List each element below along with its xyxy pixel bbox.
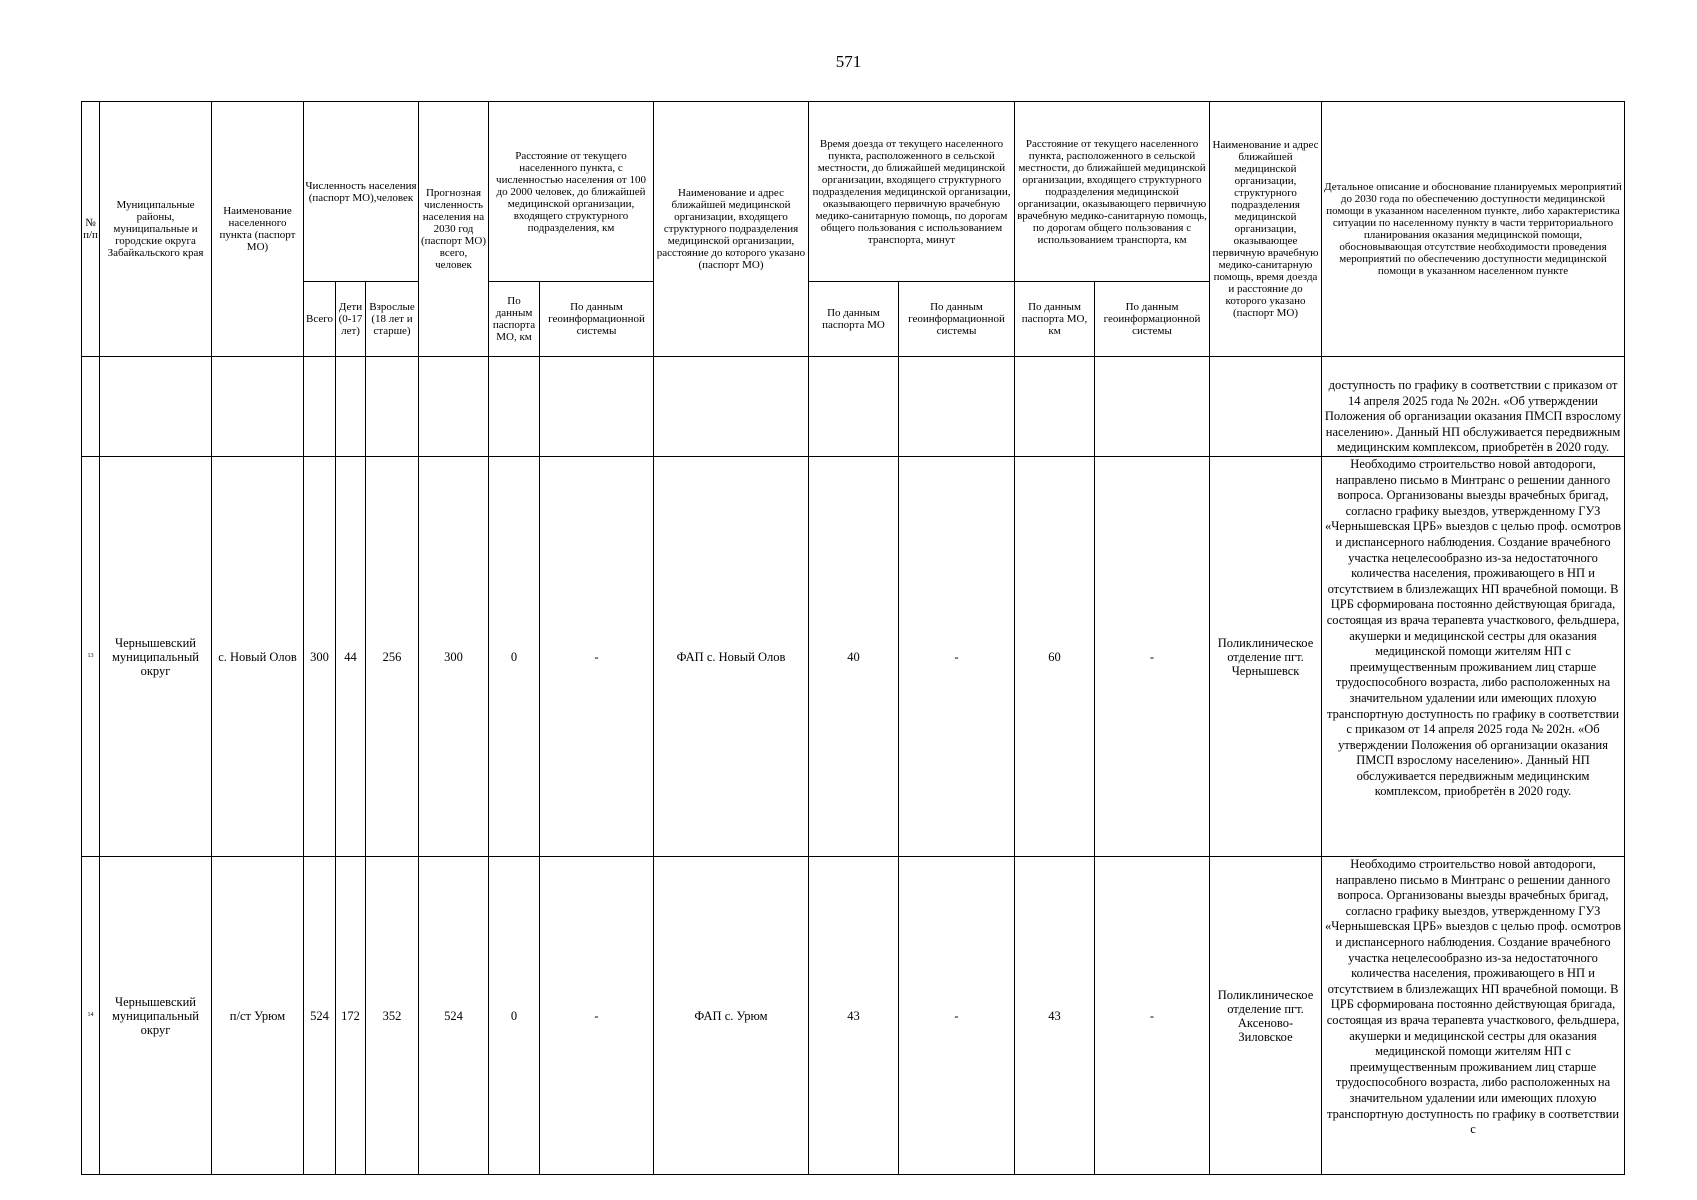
row-time-passport: 40: [809, 457, 899, 857]
row-settlement: с. Новый Олов: [212, 457, 304, 857]
header-pop-total: Всего: [304, 282, 336, 357]
row-total: 524: [304, 857, 336, 1175]
row-primary-org: Поликлиническое отделение пгт. Аксеново-Зиловское: [1210, 857, 1322, 1175]
header-rural-distance-passport: По данным паспорта МО, км: [1015, 282, 1095, 357]
row-time-geo: -: [899, 457, 1015, 857]
header-num: № п/п: [82, 102, 100, 357]
row-dist-passport: 0: [489, 457, 540, 857]
row-adults: 256: [366, 457, 419, 857]
row-description: Необходимо строительство новой автодороги, направлено письмо в Минтранс о решении данного вопроса. Организованы выезды врачебных бригад, согласно графику выездов, утвержденному ГУЗ «Чернышевская ЦРБ» выездов с целью проф. осмотров и диспансерного наблюдения. Создание врачебного участка нецелесообразно из-за недостаточного количества населения, проживающего в НП и отсутствием в близлежащих НП врачебной помощи. В ЦРБ сформирована постоянно действующая бригада, состоящая из врача терапевта участкового, фельдшера, акушерки и медицинской сестры для оказания медицинской помощи жителям НП с преимущественным проживанием лиц старше трудоспособного возраста, либо расположенных на значительном удалении или имеющих плохую транспортную доступность по графику в соответствии с: [1322, 857, 1625, 1175]
header-time-passport: По данным паспорта МО: [809, 282, 899, 357]
row-rural-dist-geo: -: [1095, 857, 1210, 1175]
header-time-geo: По данным геоинформационной системы: [899, 282, 1015, 357]
header-settlement: Наименование населенного пункта (паспорт МО): [212, 102, 304, 357]
continuation-description: доступность по графику в соответствии с приказом от 14 апреля 2025 года № 202н. «Об утверждении Положения об организации оказания ПМСП взрослому населению». Данный НП обслуживается передвижным медицинским комплексом, приобретён в 2020 году.: [1322, 357, 1625, 457]
header-description: Детальное описание и обоснование планируемых мероприятий до 2030 года по обеспечению доступности медицинской помощи в указанном населенном пункте, либо характеристика ситуации по населенному пункту в части территориального планирования оказания медицинской помощи, обосновывающая отсутствие необходимости проведения мероприятий по обеспечению доступности медицинской помощи в указанном населенном пункте: [1322, 102, 1625, 357]
row-children: 44: [336, 457, 366, 857]
row-description: Необходимо строительство новой автодороги, направлено письмо в Минтранс о решении данного вопроса. Организованы выезды врачебных бригад, согласно графику выездов, утвержденному ГУЗ «Чернышевская ЦРБ» выездов с целью проф. осмотров и диспансерного наблюдения. Создание врачебного участка нецелесообразно из-за недостаточного количества населения, проживающего в НП и отсутствием в близлежащих НП врачебной помощи. В ЦРБ сформирована постоянно действующая бригада, состоящая из врача терапевта участкового, фельдшера, акушерки и медицинской сестры для оказания медицинской помощи жителям НП с преимущественным проживанием лиц старше трудоспособного возраста, либо расположенных на значительном удалении или имеющих плохую транспортную доступность по графику в соответствии с приказом от 14 апреля 2025 года № 202н. «Об утверждении Положения об организации оказания ПМСП взрослому населению». Данный НП обслуживается передвижным медицинским комплексом, приобретён в 2020 году.: [1322, 457, 1625, 857]
header-distance-geo: По данным геоинформационной системы: [540, 282, 654, 357]
row-forecast: 300: [419, 457, 489, 857]
header-population: Численность населения (паспорт МО),человек: [304, 102, 419, 282]
row-adults: 352: [366, 857, 419, 1175]
row-num: 13: [82, 457, 100, 857]
row-rural-dist-passport: 60: [1015, 457, 1095, 857]
header-forecast: Прогнозная численность населения на 2030 год (паспорт МО) всего, человек: [419, 102, 489, 357]
header-rural-distance-group: Расстояние от текущего населенного пункта, расположенного в сельской местности, до ближайшей медицинской организации, входящего структурного подразделения медицинской организации, оказывающего первичную врачебную медико-санитарную помощь, по дорогам общего пользования с использованием транспорта, км: [1015, 102, 1210, 282]
row-rural-dist-geo: -: [1095, 457, 1210, 857]
row-dist-geo: -: [540, 457, 654, 857]
row-children: 172: [336, 857, 366, 1175]
header-nearest-org: Наименование и адрес ближайшей медицинской организации, входящего структурного подразделения медицинской организации, расстояние до которого указано (паспорт МО): [654, 102, 809, 357]
header-district: Муниципальные районы, муниципальные и городские округа Забайкальского края: [100, 102, 212, 357]
table-row: [82, 857, 1625, 1175]
header-primary-org: Наименование и адрес ближайшей медицинской организации, структурного подразделения медицинской организации, оказывающее первичную врачебную медико-санитарную помощь, время доезда и расстояние до которого указано (паспорт МО): [1210, 102, 1322, 357]
table-row: [82, 457, 1625, 857]
row-dist-geo: -: [540, 857, 654, 1175]
header-distance-group: Расстояние от текущего населенного пункта, с численностью населения от 100 до 2000 человек, до ближайшей медицинской организации, входящего структурного подразделения, км: [489, 102, 654, 282]
row-time-passport: 43: [809, 857, 899, 1175]
header-distance-passport: По данным паспорта МО, км: [489, 282, 540, 357]
row-district: Чернышевский муниципальный округ: [100, 857, 212, 1175]
table-header: [82, 102, 1625, 357]
row-time-geo: -: [899, 857, 1015, 1175]
row-rural-dist-passport: 43: [1015, 857, 1095, 1175]
row-district: Чернышевский муниципальный округ: [100, 457, 212, 857]
header-pop-children: Дети (0-17 лет): [336, 282, 366, 357]
header-time-group: Время доезда от текущего населенного пункта, расположенного в сельской местности, до ближайшей медицинской организации, входящего структурного подразделения медицинской организации, оказывающего первичную врачебную медико-санитарную помощь, по дорогам общего пользования с использованием транспорта, минут: [809, 102, 1015, 282]
page-number: 571: [835, 52, 862, 71]
row-forecast: 524: [419, 857, 489, 1175]
row-settlement: п/ст Урюм: [212, 857, 304, 1175]
settlements-table: [81, 101, 1625, 1175]
row-primary-org: Поликлиническое отделение пгт. Чернышевск: [1210, 457, 1322, 857]
header-rural-distance-geo: По данным геоинформационной системы: [1095, 282, 1210, 357]
row-num: 14: [82, 857, 100, 1175]
row-dist-passport: 0: [489, 857, 540, 1175]
header-pop-adults: Взрослые (18 лет и старше): [366, 282, 419, 357]
row-total: 300: [304, 457, 336, 857]
row-nearest-org: ФАП с. Новый Олов: [654, 457, 809, 857]
table-row-continuation: [82, 357, 1625, 457]
row-nearest-org: ФАП с. Урюм: [654, 857, 809, 1175]
